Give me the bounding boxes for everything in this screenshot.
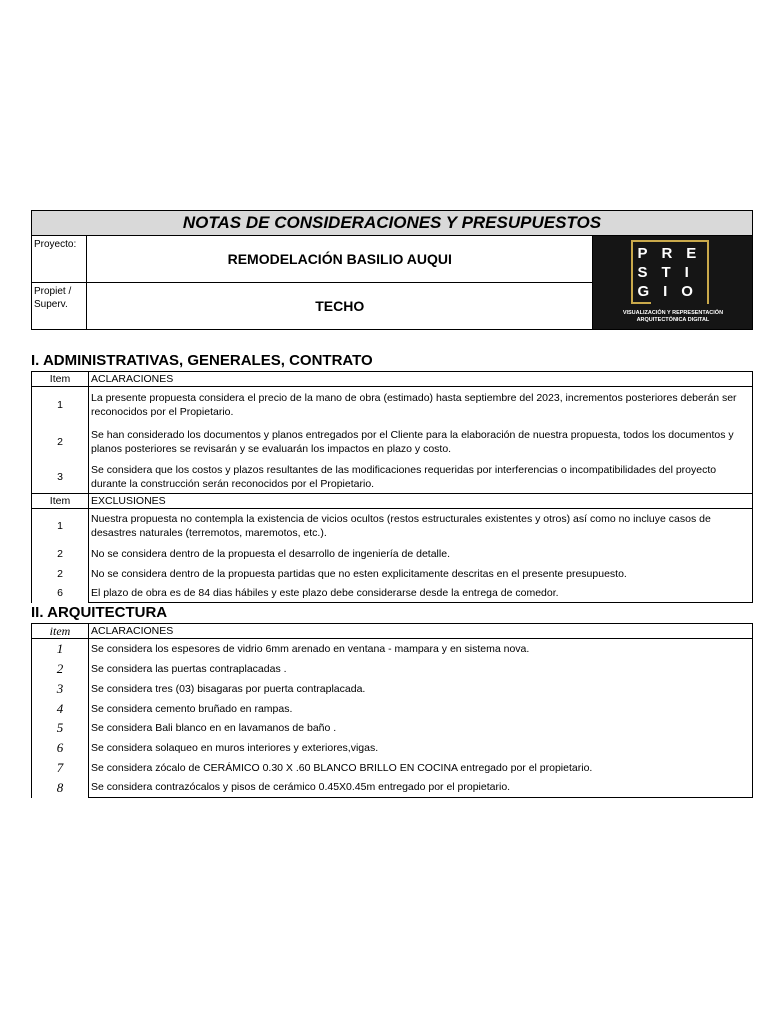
item-number: 5 <box>32 719 89 738</box>
item-text: Se considera contrazócalos y pisos de cerámico 0.45X0.45m entregado por el propietario. <box>89 778 753 798</box>
section2-table <box>31 623 753 798</box>
table-row <box>32 679 753 699</box>
item-text: No se considera dentro de la propuesta partidas que no esten explicitamente descritas en el presente presupuesto. <box>89 564 753 584</box>
item-text: El plazo de obra es de 84 dias hábiles y este plazo debe considerarse desde la entrega de comedor. <box>89 584 753 603</box>
table-row <box>32 584 753 603</box>
aclaraciones-column-header: ACLARACIONES <box>89 624 753 639</box>
section1-aclaraciones-header-row <box>32 372 753 387</box>
table-row <box>32 564 753 584</box>
item-column-header: Item <box>32 372 89 387</box>
prestigio-logo <box>592 236 752 329</box>
item-text: Nuestra propuesta no contempla la existencia de vicios ocultos (restos estructurales existentes y otros) así como no incluye casos de desastres naturales (terremotos, maremotos, etc.). <box>89 509 753 544</box>
item-text: Se considera que los costos y plazos resultantes de las modificaciones requeridas por interferencias o incompatibilidades del proyecto durante la construcción serán reconocidos por el Propietario. <box>89 461 753 494</box>
aclaraciones-column-header: ACLARACIONES <box>89 372 753 387</box>
item-text: Se considera cemento bruñado en rampas. <box>89 699 753 719</box>
project-name: REMODELACIÓN BASILIO AUQUI <box>227 251 452 267</box>
table-row <box>32 387 753 424</box>
owner-label-line1: Propiet / <box>34 286 72 297</box>
owner-label-line2: Superv. <box>34 299 68 310</box>
item-number: 8 <box>32 778 89 798</box>
table-row <box>32 659 753 679</box>
logo-text-line3: GIO <box>637 283 707 300</box>
table-row <box>32 544 753 564</box>
item-number: 3 <box>32 679 89 699</box>
item-number: 4 <box>32 699 89 719</box>
section1-table <box>31 371 753 603</box>
logo-subtitle-line1: VISUALIZACIÓN Y REPRESENTACIÓN <box>622 310 724 316</box>
logo-text-line1: PRE <box>637 245 711 262</box>
table-row <box>32 699 753 719</box>
owner-row <box>32 282 592 329</box>
item-text: Se considera solaqueo en muros interiores y exteriores,vigas. <box>89 738 753 758</box>
item-number: 2 <box>32 659 89 679</box>
item-number: 3 <box>32 461 89 494</box>
owner-label <box>32 283 87 329</box>
owner-value: TECHO <box>315 298 365 314</box>
section1-heading: I. ADMINISTRATIVAS, GENERALES, CONTRATO <box>31 352 373 369</box>
header-block <box>31 210 753 330</box>
item-number: 7 <box>32 758 89 778</box>
budget-notes-sheet <box>31 210 753 798</box>
logo-text-line2: STI <box>637 264 703 281</box>
table-row <box>32 461 753 494</box>
item-number: 1 <box>32 387 89 424</box>
table-row <box>32 509 753 544</box>
section2-heading: II. ARQUITECTURA <box>31 604 168 621</box>
item-number: 2 <box>32 544 89 564</box>
document-title: NOTAS DE CONSIDERACIONES Y PRESUPUESTOS <box>32 211 752 236</box>
section2-header-row <box>32 624 753 639</box>
table-row <box>32 639 753 659</box>
table-row <box>32 719 753 738</box>
item-text: Se considera Bali blanco en en lavamanos de baño . <box>89 719 753 738</box>
table-row <box>32 738 753 758</box>
item-text: Se considera tres (03) bisagaras por puerta contraplacada. <box>89 679 753 699</box>
item-text: Se considera las puertas contraplacadas . <box>89 659 753 679</box>
project-label: Proyecto: <box>32 236 87 282</box>
item-text: Se han considerado los documentos y planos entregados por el Cliente para la elaboración de nuestra propuesta, todos los documentos y planos posteriores se revisarán y se evaluarán los impactos en plazo y costo. <box>89 424 753 461</box>
item-text: La presente propuesta considera el precio de la mano de obra (estimado) hasta septiembre del 2023, incrementos posteriores deberán ser reconocidos por el Propietario. <box>89 387 753 424</box>
item-column-header: item <box>32 624 89 639</box>
item-text: Se considera los espesores de vidrio 6mm arenado en ventana - mampara y en sistema nova. <box>89 639 753 659</box>
section1-exclusiones-header-row <box>32 494 753 509</box>
item-number: 1 <box>32 509 89 544</box>
item-number: 2 <box>32 424 89 461</box>
table-row <box>32 758 753 778</box>
item-number: 6 <box>32 738 89 758</box>
item-number: 2 <box>32 564 89 584</box>
logo-subtitle-line2: ARQUITECTÓNICA DIGITAL <box>636 317 710 323</box>
item-column-header: Item <box>32 494 89 509</box>
item-number: 6 <box>32 584 89 603</box>
exclusiones-column-header: EXCLUSIONES <box>89 494 753 509</box>
table-row <box>32 424 753 461</box>
project-row <box>32 236 592 282</box>
table-row <box>32 778 753 798</box>
item-text: No se considera dentro de la propuesta el desarrollo de ingeniería de detalle. <box>89 544 753 564</box>
item-number: 1 <box>32 639 89 659</box>
item-text: Se considera zócalo de CERÁMICO 0.30 X .60 BLANCO BRILLO EN COCINA entregado por el propietario. <box>89 758 753 778</box>
